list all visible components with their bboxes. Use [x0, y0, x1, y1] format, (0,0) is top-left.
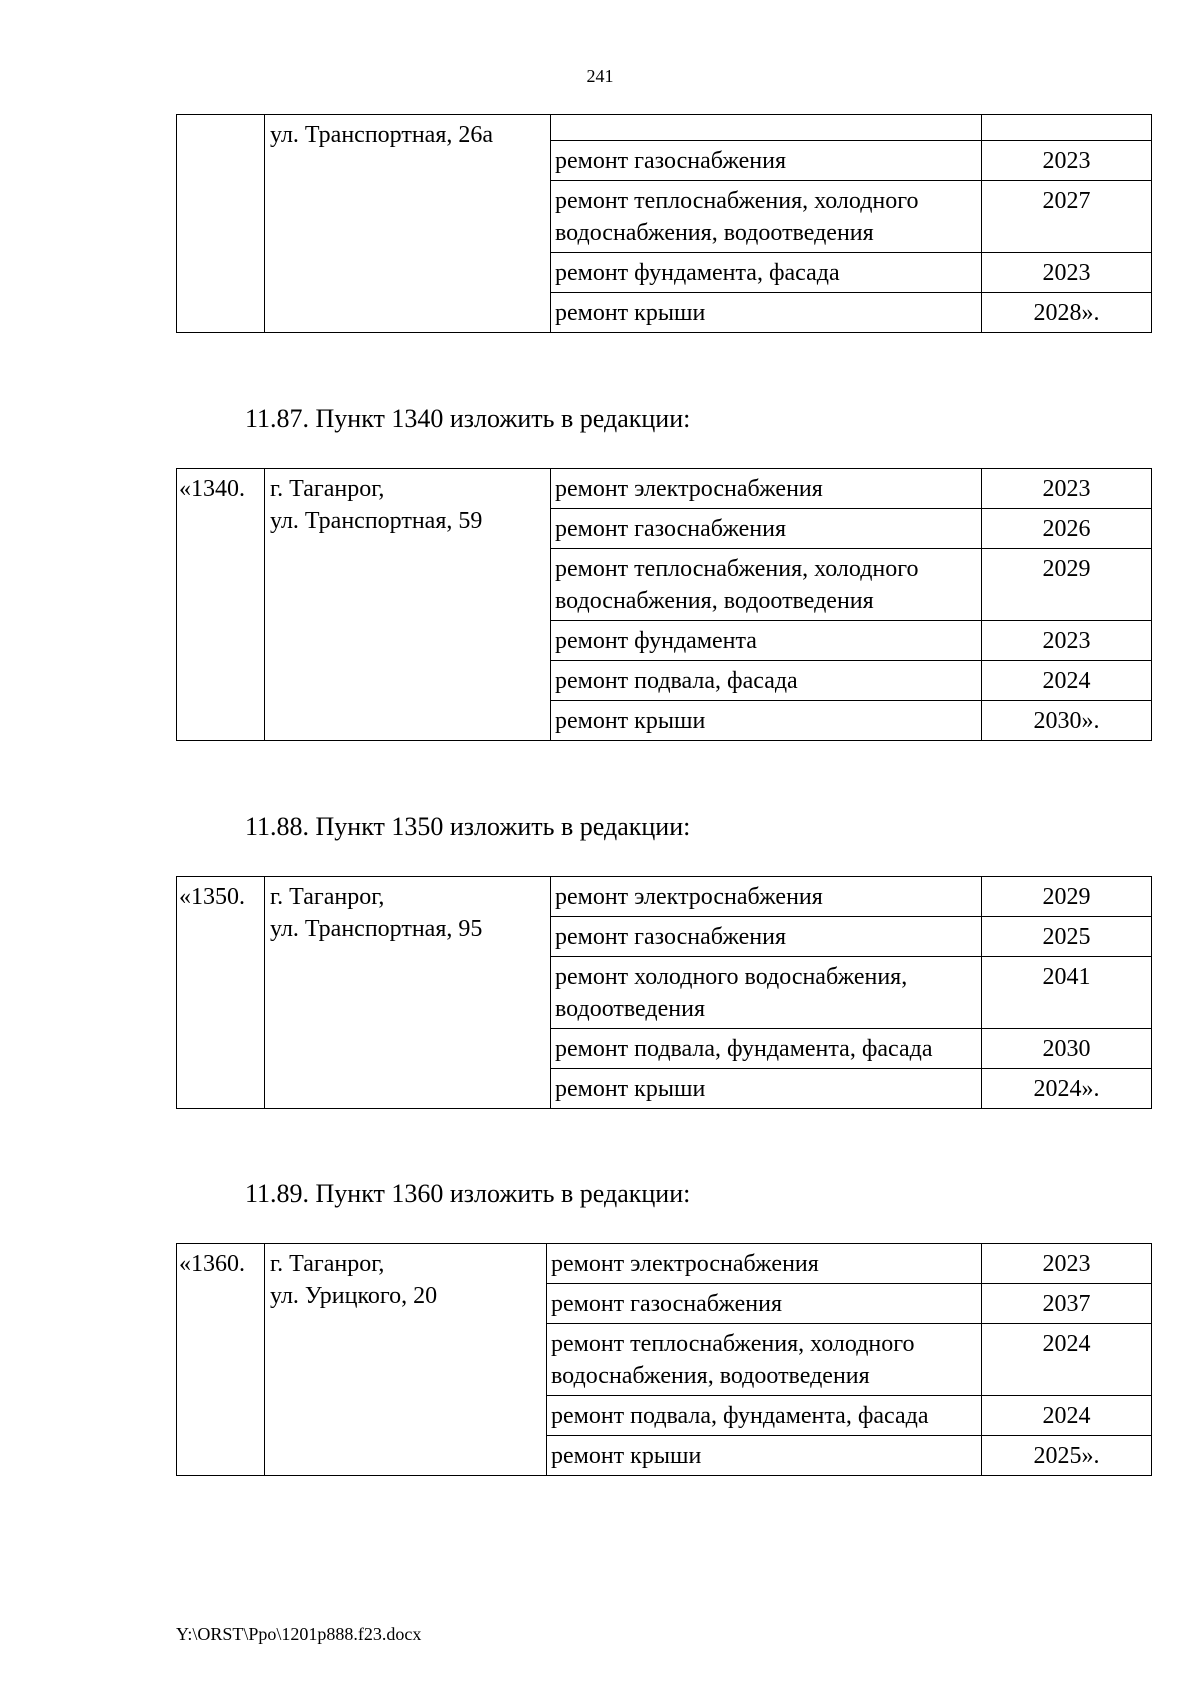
year-cell: 2023 [982, 1244, 1152, 1284]
address-cell: г. Таганрог, ул. Транспортная, 95 [265, 877, 551, 1109]
repair-table-1360 [176, 1243, 1152, 1476]
item-number-cell: «1340. [177, 469, 265, 741]
year-cell: 2028». [982, 293, 1152, 333]
address-cell: г. Таганрог, ул. Урицкого, 20 [265, 1244, 547, 1476]
year-cell: 2023 [982, 141, 1152, 181]
year-cell: 2024». [982, 1069, 1152, 1109]
repair-table-1350 [176, 876, 1152, 1109]
work-cell: ремонт теплоснабжения, холодного водоснабжения, водоотведения [547, 1324, 982, 1396]
year-cell: 2026 [982, 509, 1152, 549]
repair-table-continuation [176, 114, 1152, 333]
item-number-cell [177, 115, 265, 333]
work-cell: ремонт крыши [547, 1436, 982, 1476]
work-cell: ремонт фундамента, фасада [551, 253, 982, 293]
year-cell: 2029 [982, 549, 1152, 621]
work-cell: ремонт теплоснабжения, холодного водоснабжения, водоотведения [551, 181, 982, 253]
work-cell: ремонт подвала, фундамента, фасада [547, 1396, 982, 1436]
work-cell: ремонт газоснабжения [551, 917, 982, 957]
work-cell: ремонт электроснабжения [551, 877, 982, 917]
paragraph-11-89: 11.89. Пункт 1360 изложить в редакции: [245, 1179, 691, 1208]
year-cell: 2027 [982, 181, 1152, 253]
page-number: 241 [586, 66, 614, 86]
year-cell: 2023 [982, 469, 1152, 509]
year-cell [982, 115, 1152, 141]
year-cell: 2023 [982, 253, 1152, 293]
year-cell: 2030 [982, 1029, 1152, 1069]
work-cell: ремонт электроснабжения [551, 469, 982, 509]
year-cell: 2037 [982, 1284, 1152, 1324]
work-cell: ремонт электроснабжения [547, 1244, 982, 1284]
paragraph-11-87: 11.87. Пункт 1340 изложить в редакции: [245, 404, 691, 433]
work-cell: ремонт крыши [551, 293, 982, 333]
address-cell: ул. Транспортная, 26а [265, 115, 551, 333]
work-cell: ремонт фундамента [551, 621, 982, 661]
year-cell: 2024 [982, 661, 1152, 701]
paragraph-11-88: 11.88. Пункт 1350 изложить в редакции: [245, 812, 691, 841]
work-cell: ремонт газоснабжения [551, 509, 982, 549]
work-cell: ремонт газоснабжения [551, 141, 982, 181]
item-number-cell: «1350. [177, 877, 265, 1109]
year-cell: 2041 [982, 957, 1152, 1029]
year-cell: 2029 [982, 877, 1152, 917]
year-cell: 2024 [982, 1324, 1152, 1396]
work-cell: ремонт подвала, фундамента, фасада [551, 1029, 982, 1069]
work-cell: ремонт крыши [551, 701, 982, 741]
repair-table-1340 [176, 468, 1152, 741]
year-cell: 2025 [982, 917, 1152, 957]
year-cell: 2025». [982, 1436, 1152, 1476]
item-number-cell: «1360. [177, 1244, 265, 1476]
year-cell: 2024 [982, 1396, 1152, 1436]
address-cell: г. Таганрог, ул. Транспортная, 59 [265, 469, 551, 741]
work-cell: ремонт подвала, фасада [551, 661, 982, 701]
work-cell: ремонт холодного водоснабжения, водоотведения [551, 957, 982, 1029]
work-cell: ремонт крыши [551, 1069, 982, 1109]
work-cell: ремонт газоснабжения [547, 1284, 982, 1324]
year-cell: 2030». [982, 701, 1152, 741]
year-cell: 2023 [982, 621, 1152, 661]
work-cell: ремонт теплоснабжения, холодного водоснабжения, водоотведения [551, 549, 982, 621]
work-cell [551, 115, 982, 141]
file-path-footer: Y:\ORST\Ppo\1201p888.f23.docx [176, 1624, 422, 1644]
